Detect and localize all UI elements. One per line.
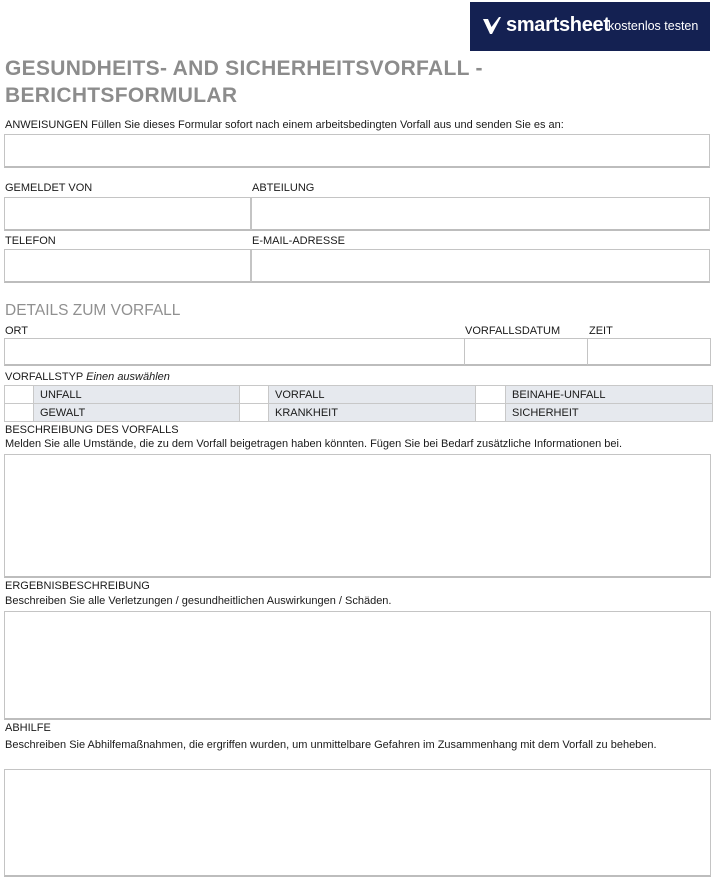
outcome-field[interactable] bbox=[4, 611, 711, 720]
type-option-unfall: UNFALL bbox=[34, 386, 240, 404]
brand-name[interactable]: smartsheet bbox=[506, 14, 610, 36]
email-label: E-MAIL-ADRESSE bbox=[252, 235, 345, 247]
type-option-vorfall: VORFALL bbox=[269, 386, 476, 404]
outcome-label: ERGEBNISBESCHREIBUNG bbox=[5, 580, 150, 592]
instructions-label: ANWEISUNGEN Füllen Sie dieses Formular sofort nach einem arbeitsbedingten Vorfall aus und senden Sie es an: bbox=[5, 119, 564, 131]
type-checkbox-beinahe-unfall[interactable] bbox=[476, 386, 506, 404]
location-field[interactable] bbox=[4, 338, 465, 366]
department-field[interactable] bbox=[251, 197, 710, 231]
form-title: GESUNDHEITS- AND SICHERHEITSVORFALL - BERICHTSFORMULAR bbox=[5, 57, 483, 107]
location-label: ORT bbox=[5, 325, 29, 337]
remedy-field[interactable] bbox=[4, 769, 711, 877]
date-label: VORFALLSDATUM bbox=[465, 325, 561, 337]
type-option-gewalt: GEWALT bbox=[34, 404, 240, 422]
description-hint: Melden Sie alle Umstände, die zu dem Vorfall beigetragen haben könnten. Fügen Sie bei Bedarf zusätzliche Informationen bei. bbox=[5, 438, 622, 450]
type-checkbox-krankheit[interactable] bbox=[240, 404, 269, 422]
type-option-beinahe-unfall: BEINAHE-UNFALL bbox=[506, 386, 713, 404]
incident-type-grid bbox=[4, 385, 713, 422]
type-option-krankheit: KRANKHEIT bbox=[269, 404, 476, 422]
type-label-text: VORFALLSTYP bbox=[5, 371, 84, 383]
free-trial-link[interactable]: kostenlos testen bbox=[608, 19, 699, 33]
type-label bbox=[5, 371, 170, 384]
type-hint: Einen auswählen bbox=[86, 371, 170, 383]
smartsheet-checkmark-icon bbox=[482, 16, 502, 36]
type-checkbox-gewalt[interactable] bbox=[5, 404, 34, 422]
type-checkbox-sicherheit[interactable] bbox=[476, 404, 506, 422]
description-field[interactable] bbox=[4, 454, 711, 578]
reported-by-field[interactable] bbox=[4, 197, 251, 231]
email-field[interactable] bbox=[251, 249, 710, 283]
date-field[interactable] bbox=[464, 338, 588, 366]
details-section-title: DETAILS ZUM VORFALL bbox=[5, 302, 181, 319]
department-label: ABTEILUNG bbox=[252, 182, 315, 194]
description-label: BESCHREIBUNG DES VORFALLS bbox=[5, 424, 179, 436]
phone-field[interactable] bbox=[4, 249, 251, 283]
phone-label: TELEFON bbox=[5, 235, 56, 247]
type-checkbox-vorfall[interactable] bbox=[240, 386, 269, 404]
type-checkbox-unfall[interactable] bbox=[5, 386, 34, 404]
type-option-sicherheit: SICHERHEIT bbox=[506, 404, 713, 422]
remedy-label: ABHILFE bbox=[5, 722, 51, 734]
time-label: ZEIT bbox=[589, 325, 613, 337]
remedy-hint: Beschreiben Sie Abhilfemaßnahmen, die ergriffen wurden, um unmittelbare Gefahren im Zusammenhang mit dem Vorfall zu beheben. bbox=[5, 739, 657, 751]
table-row bbox=[5, 404, 713, 422]
outcome-hint: Beschreiben Sie alle Verletzungen / gesundheitlichen Auswirkungen / Schäden. bbox=[5, 595, 392, 607]
table-row bbox=[5, 386, 713, 404]
reported-by-label: GEMELDET VON bbox=[5, 182, 93, 194]
instructions-field[interactable] bbox=[4, 134, 710, 168]
time-field[interactable] bbox=[587, 338, 711, 366]
